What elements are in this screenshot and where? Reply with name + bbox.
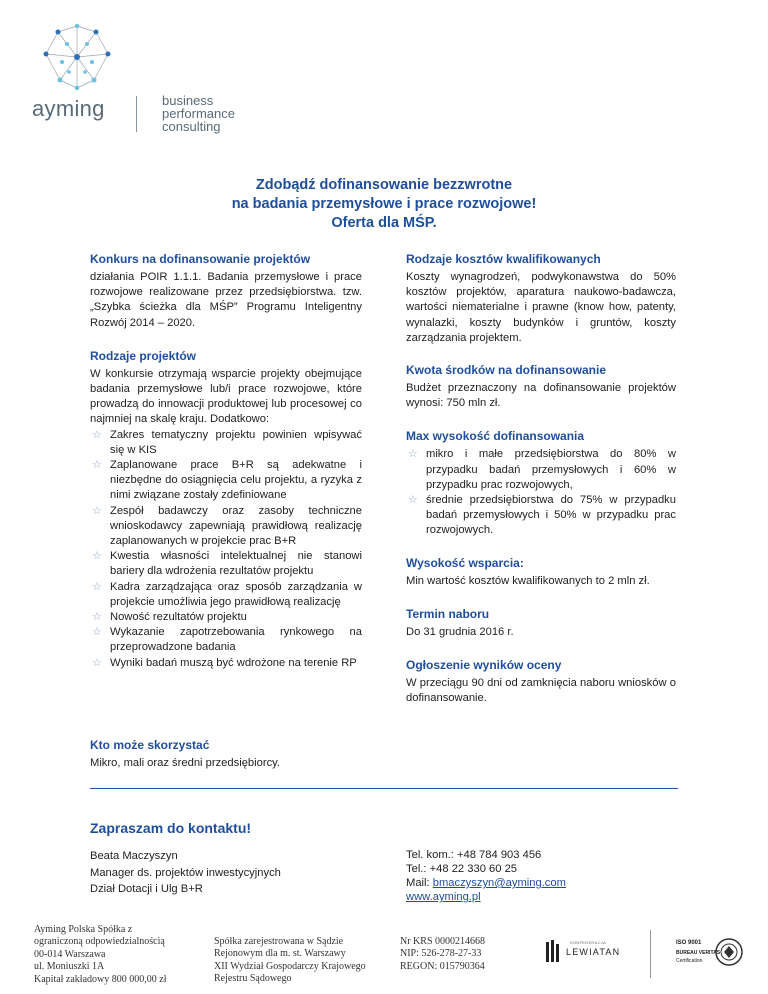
email-link[interactable]: bmaczyszyn@ayming.com (432, 877, 566, 889)
kto-heading: Kto może skorzystać (90, 738, 210, 752)
logo-divider (136, 96, 137, 132)
max-heading: Max wysokość dofinansowania (406, 429, 585, 444)
list-item: ☆ Zaplanowane prace B+R są adekwatne i niezbędne do osiągnięcia celu projektu, a ryzyka z nimi związane zostały zdefiniowane (92, 459, 362, 502)
list-item: ☆ Kwestia własności intelektualnej nie stanowi bariery dla wdrożenia rezultatów projektu (92, 550, 362, 578)
list-item: ☆ Wykazanie zapotrzebowania rynkowego na przeprowadzone badania (92, 626, 362, 654)
star-bullet-icon: ☆ (92, 626, 102, 639)
ogloszenie-heading: Ogłoszenie wyników oceny (406, 658, 562, 673)
lewiatan-mark-icon (546, 940, 560, 962)
star-bullet-icon: ☆ (92, 428, 102, 441)
star-bullet-icon: ☆ (92, 656, 102, 669)
rodzaje-text: W konkursie otrzymają wsparcie projekty obejmujące badania przemysłowe lub/i prace rozwojowe, które prowadzą do innowacji produktowej lub procesowej co najmniej na skalę kraju. Dodatkowo: (90, 367, 362, 426)
list-item: ☆ mikro i małe przedsiębiorstwa do 80% w przypadku badań przemysłowych i 60% w przypadku prac rozwojowych, (408, 448, 676, 491)
ayming-logo-mark (38, 22, 116, 92)
footer-company: Ayming Polska Spółka z ograniczoną odpowiedzialnością 00-014 Warszawa ul. Moniuszki 1A Kapitał zakładowy 800 000,00 zł (34, 924, 167, 985)
contact-mobile: Tel. kom.: +48 784 903 456 (406, 849, 542, 861)
lewiatan-logo: KONFEDERACJA LEWIATAN (546, 940, 632, 964)
koszty-heading: Rodzaje kosztów kwalifikowanych (406, 252, 601, 266)
star-bullet-icon: ☆ (92, 459, 102, 472)
rodzaje-heading: Rodzaje projektów (90, 348, 197, 363)
contact-person (90, 848, 281, 898)
list-item: ☆ Zespół badawczy oraz zasoby techniczne wnioskodawcy zapewniają prawidłową realizację zaplanowanych w projekcie prac B+R (92, 504, 362, 548)
contact-heading: Zapraszam do kontaktu! (90, 820, 252, 836)
footer-ids: Nr KRS 0000214668 NIP: 526-278-27-33 REGON: 015790364 (400, 936, 486, 972)
iso-divider (650, 930, 651, 978)
konkurs-heading: Konkurs na dofinansowanie projektów (90, 252, 311, 266)
kwota-heading: Kwota środków na dofinansowanie (406, 363, 607, 378)
koszty-text: Koszty wynagrodzeń, podwykonawstwa do 50% kosztów projektów, aparatura naukowo-badawcza, wartości niematerialne i prawne (know how, patenty, wynalazki, koszty budynków i gruntów, koszty zarządzania projektem. (406, 271, 676, 344)
footer-registration: Spółka zarejestrowana w Sądzie Rejonowym dla m. st. Warszawy XII Wydział Gospodarczy Krajowego Rejestru Sądowego (214, 936, 366, 985)
kto-section (90, 738, 390, 771)
kto-text: Mikro, mali oraz średni przedsiębiorcy. (90, 757, 281, 769)
brand-name: ayming (32, 96, 105, 121)
left-column (90, 252, 362, 671)
right-column (406, 252, 676, 706)
wsparcie-text: Min wartość kosztów kwalifikowanych to 2 mln zł. (406, 574, 650, 587)
star-bullet-icon: ☆ (408, 448, 418, 461)
kwota-text: Budżet przeznaczony na dofinansowanie projektów wynosi: 750 mln zł. (406, 382, 676, 410)
star-bullet-icon: ☆ (92, 550, 102, 563)
contact-phone: Tel.: +48 22 330 60 25 (406, 863, 518, 875)
contact-role: Manager ds. projektów inwestycyjnych (90, 866, 281, 879)
max-list (406, 447, 676, 538)
tagline: business performance consulting (162, 93, 235, 134)
list-item: ☆ Kadra zarządzająca oraz sposób zarządzania w projekcie umożliwia jego prawidłową realizację (92, 580, 362, 608)
ogloszenie-text: W przeciągu 90 dni od zamknięcia naboru wniosków o dofinansowanie. (406, 677, 676, 705)
contact-details (406, 848, 566, 904)
star-bullet-icon: ☆ (92, 504, 102, 517)
bureau-veritas-seal-icon (714, 936, 744, 968)
star-bullet-icon: ☆ (92, 611, 102, 624)
list-item: ☆ Zakres tematyczny projektu powinien wpisywać się w KIS (92, 428, 362, 456)
termin-heading: Termin naboru (406, 606, 490, 621)
bureau-veritas-badge: ISO 9001 BUREAU VERITAS Certification (676, 936, 736, 976)
star-bullet-icon: ☆ (408, 494, 418, 507)
list-item: ☆ Wyniki badań muszą być wdrożone na terenie RP (90, 656, 362, 671)
list-item: ☆ Nowość rezultatów projektu (90, 610, 362, 625)
page-title: Zdobądź dofinansowanie bezzwrotne na badania przemysłowe i prace rozwojowe! Oferta dla MŚP. (231, 177, 537, 231)
contact-mail-line: Mail: bmaczyszyn@ayming.com (406, 877, 566, 889)
section-divider (90, 788, 678, 789)
star-bullet-icon: ☆ (92, 580, 102, 593)
contact-dept: Dział Dotacji i Ulg B+R (90, 883, 203, 895)
konkurs-text: działania POIR 1.1.1. Badania przemysłowe i prace rozwojowe realizowane przez przedsiębiorstwa. tzw. „Szybka ścieżka dla MŚP” Programu Inteligentny Rozwój 2014 – 2020. (90, 271, 362, 329)
list-item: ☆ średnie przedsiębiorstwa do 75% w przypadku badań przemysłowych i 50% w przypadku prac rozwojowych. (408, 494, 676, 537)
wsparcie-heading: Wysokość wsparcia: (406, 555, 524, 570)
rodzaje-list (90, 428, 362, 671)
contact-name: Beata Maczyszyn (90, 850, 178, 862)
termin-text: Do 31 grudnia 2016 r. (406, 625, 514, 638)
website-link[interactable]: www.ayming.pl (406, 891, 481, 903)
